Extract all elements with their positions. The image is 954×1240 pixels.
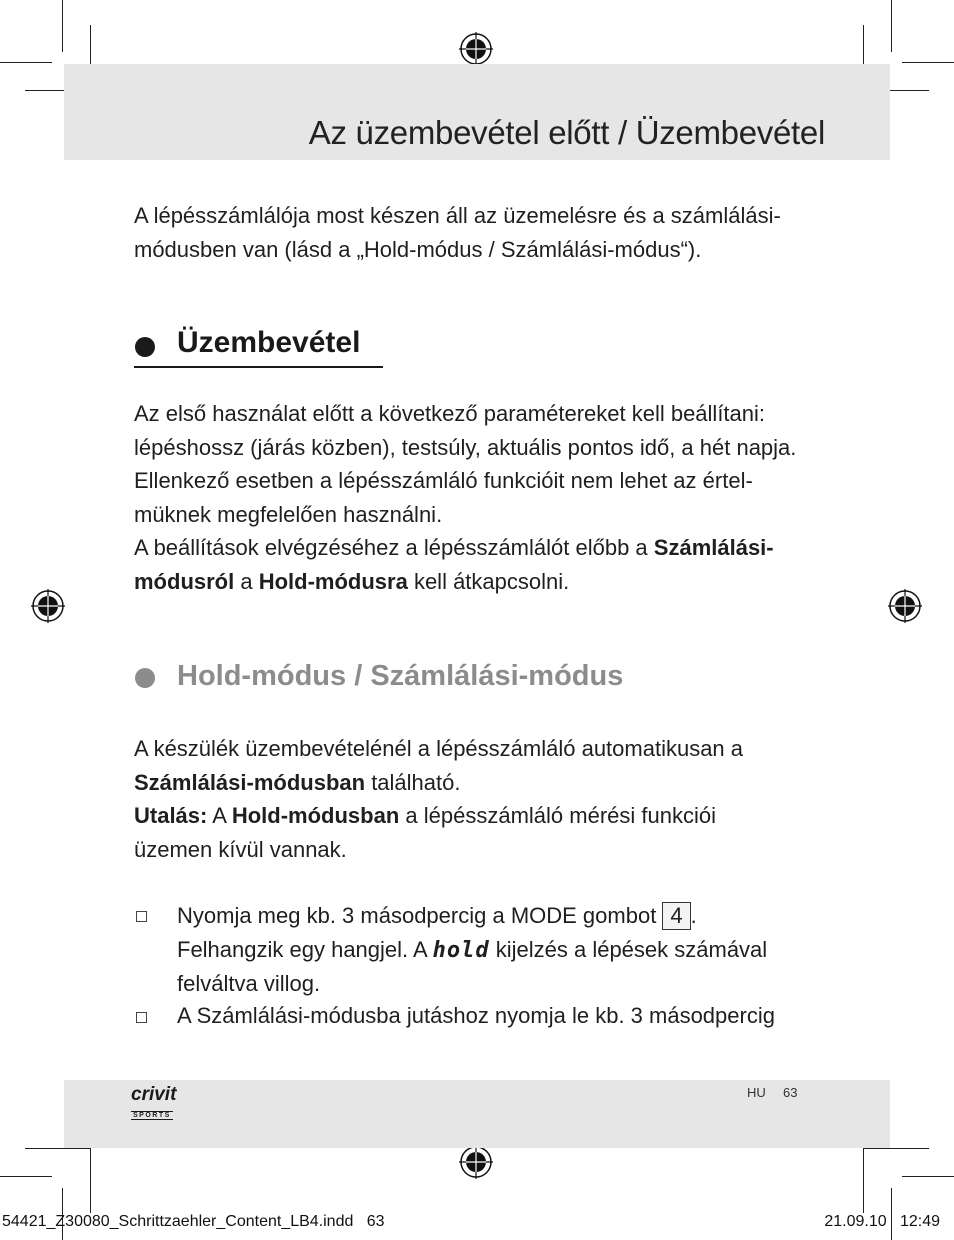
logo-text: crivit [131,1084,177,1105]
text-run: kijelzés a lépések számával [489,936,768,962]
slug-filename: 54421_Z30080_Schrittzaehler_Content_LB4.indd 63 [2,1213,385,1230]
footer-band [64,1080,890,1148]
bold-term: Hold-módusra [258,568,408,594]
section-bullet-icon [135,668,155,688]
crop-mark [902,62,954,63]
text-run: a [234,568,259,594]
key-reference: 4 [662,902,690,930]
paragraph-line: müknek megfelelően használni. [134,501,443,527]
crop-mark [863,1148,929,1149]
text-run: kell átkapcsolni. [407,568,570,594]
crop-mark [0,62,52,63]
crop-mark [0,1176,52,1177]
page-title: Az üzembevétel előtt / Üzembevétel [308,114,825,151]
crop-mark [891,0,892,52]
intro-paragraph [134,199,854,266]
registration-mark-icon [31,589,65,623]
note-label: Utalás: [134,803,208,828]
page-number: 63 [783,1085,798,1100]
bold-term: Hold-módusban [231,803,400,828]
step-item [177,899,877,1001]
registration-mark-icon [459,32,493,66]
hold-display-glyph: hold [432,937,490,963]
step-line: A Számlálási-módusba jutáshoz nyomja le kb. 3 másodpercig [177,1003,775,1028]
bold-term: Számlálási- [653,535,774,560]
section-bullet-icon [135,337,155,357]
intro-line: A lépésszámlálója most készen áll az üzemelésre és a számlálási- [134,203,781,228]
crop-mark [90,1148,91,1213]
section-heading: Hold-módus / Számlálási-módus [177,660,624,692]
paragraph-line: A készülék üzembevételénél a lépésszámláló automatikusan a [134,736,744,761]
language-code: HU [747,1085,766,1100]
paragraph-line [134,565,854,599]
step-item [177,999,877,1033]
checkbox-square-icon [136,1012,147,1023]
paragraph-line [134,531,854,565]
paragraph-line [134,766,854,800]
text-run: . [690,903,697,928]
paragraph-line [134,799,854,833]
step-line [177,933,877,968]
text-run: Nyomja meg kb. 3 másodpercig a MODE gombot [177,903,663,928]
crop-mark [902,1176,954,1177]
intro-line: módusben van (lásd a „Hold-módus / Számlálási-módus“). [134,236,702,262]
bold-term: módusról [134,568,235,594]
paragraph-line: üzemen kívül vannak. [134,836,347,862]
paragraph-line: lépéshossz (járás közben), testsúly, aktuális pontos idő, a hét napja. [134,434,797,460]
crop-mark [863,1148,864,1213]
slug-datetime: 21.09.10 12:49 [824,1213,940,1230]
section-paragraph [134,397,854,598]
text-run: A [207,803,232,828]
step-line: felváltva villog. [177,971,321,996]
text-run: A beállítások elvégzéséhez a lépésszámlálót előbb a [134,535,654,560]
text-run: Felhangzik egy hangjel. A [177,936,433,962]
section-heading: Üzembevétel [177,326,361,359]
crop-mark [25,1148,90,1149]
crop-mark [62,0,63,52]
text-run: a lépésszámláló mérési funkciói [399,803,716,828]
step-line [177,899,877,933]
registration-mark-icon [459,1145,493,1179]
paragraph-line: Az első használat előtt a következő paramétereket kell beállítani: [134,401,766,426]
bold-term: Számlálási-módusban [134,769,366,795]
paragraph-line: Ellenkező esetben a lépésszámláló funkcióit nem lehet az értel- [134,468,753,493]
section-paragraph [134,732,854,866]
text-run: található. [365,769,461,795]
crivit-logo [131,1085,176,1122]
logo-subtext: SPORTS [133,1112,171,1119]
registration-mark-icon [888,589,922,623]
checkbox-square-icon [136,911,147,922]
heading-underline [134,366,383,368]
